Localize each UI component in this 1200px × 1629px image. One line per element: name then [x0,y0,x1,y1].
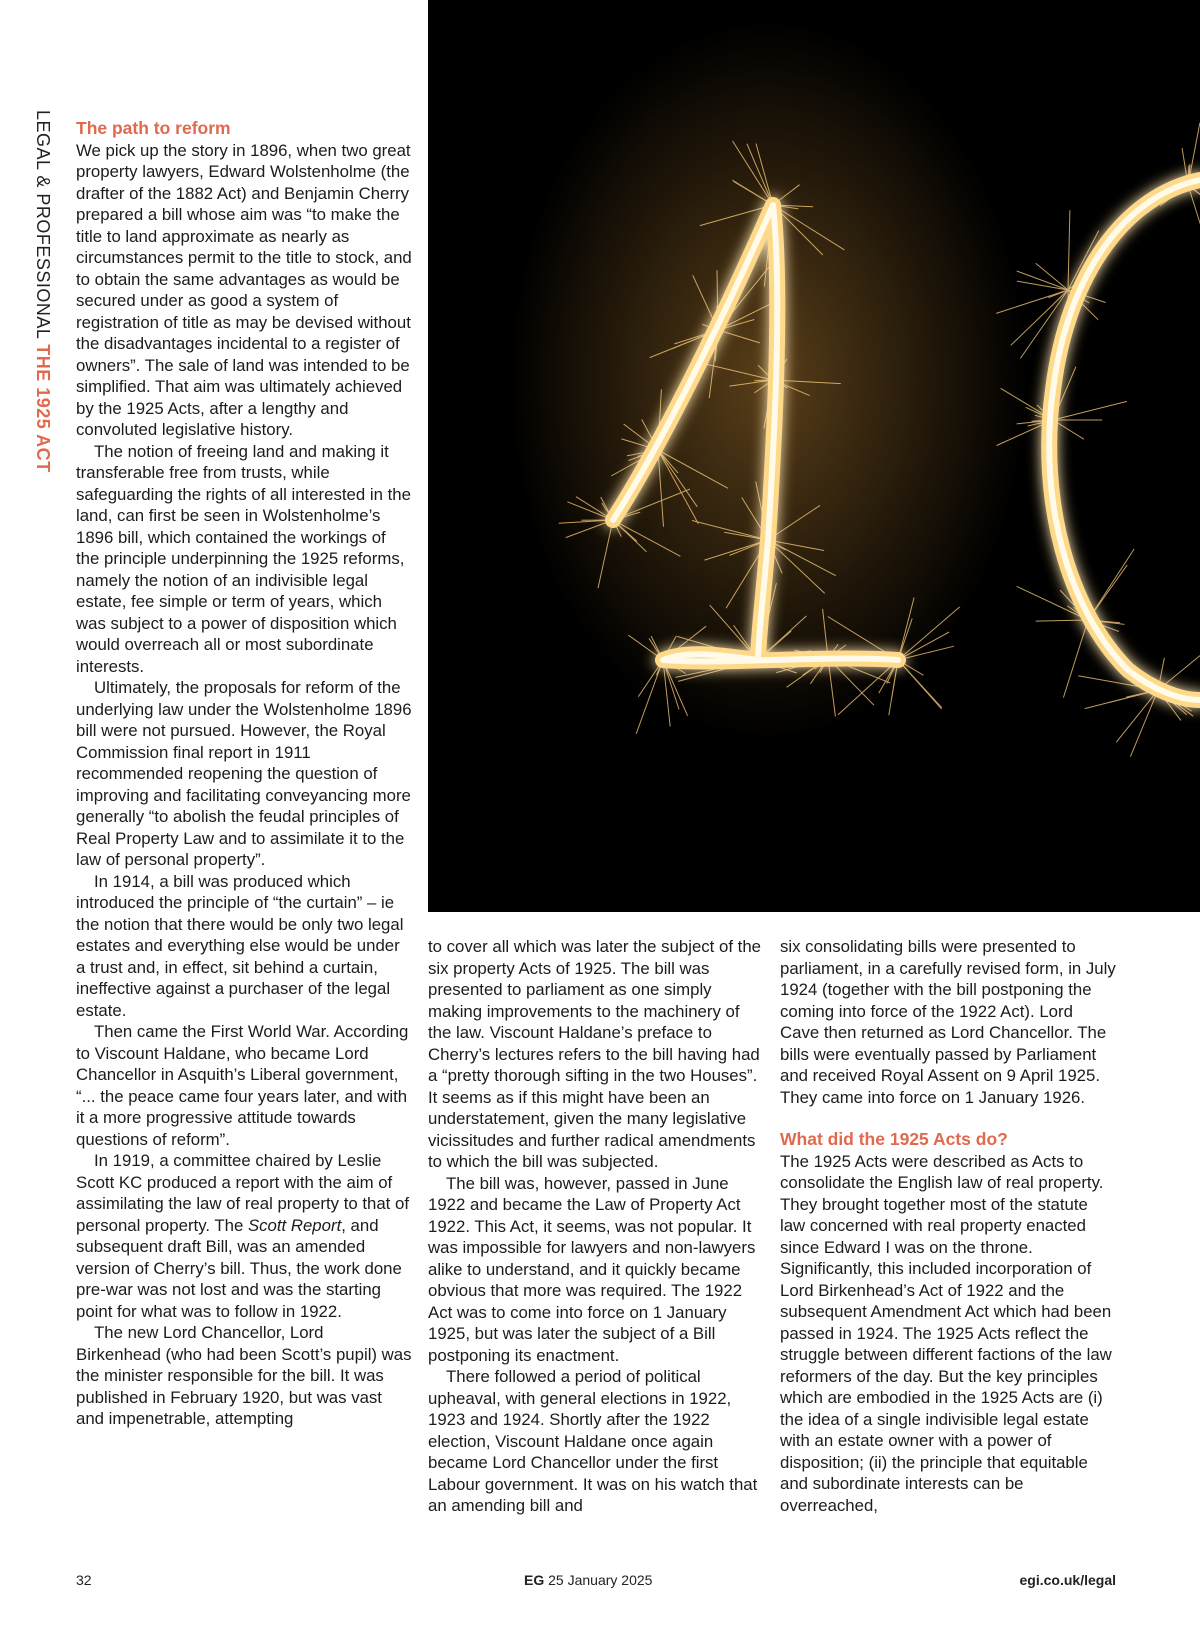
section-label-prefix: LEGAL & PROFESSIONAL [33,110,53,339]
site-link[interactable]: egi.co.uk/legal [1019,1572,1116,1588]
article-column-2 [428,936,764,1517]
page-footer [76,1572,1116,1594]
publication-date: EG 25 January 2025 [524,1572,653,1588]
section-label [25,110,55,530]
paragraph: In 1914, a bill was produced which introduced the principle of “the curtain” – ie the notion that there would be only two legal estates and everything else would be under a trust and, in effect, sit behind a curtain, ineffective against a purchaser of the legal estate. [76,871,404,1020]
article-column-1 [76,118,412,1430]
paragraph: The 1925 Acts were described as Acts to consolidate the English law of real property. They brought together most of the statute law concerned with real property enacted since Edward I was on the throne. Significantly, this included incorporation of Lord Birkenhead’s Act of 1922 and the subsequent Amendment Act which had been passed in 1924. The 1925 Acts reflect the struggle between different factions of the law reformers of the day. But the key principles which are embodied in the 1925 Acts are (i) the idea of a single indivisible legal estate with an estate owner with a power of disposition; (ii) the principle that equitable and subordinate interests can be overreached, [780,1151,1112,1515]
paragraph: In 1919, a committee chaired by Leslie Scott KC produced a report with the aim of assimilating the law of real property to that of personal property. The Scott Report, and subsequent draft Bill, was an amended version of Cherry’s bill. Thus, the work done pre-war was not lost and was the starting point for what was to follow in 1922. [76,1151,409,1321]
paragraph: The bill was, however, passed in June 1922 and became the Law of Property Act 1922. This Act, it seems, was not popular. It was impossible for lawyers and non-lawyers alike to understand, and it quickly became obvious that more was required. The 1922 Act was to come into force on 1 January 1925, but was later the subject of a Bill postponing its enactment. [428,1173,756,1365]
article-column-3 [780,936,1116,1516]
paragraph: Then came the First World War. According to Viscount Haldane, who became Lord Chancellor in Asquith’s Liberal government, “... the peace came four years later, and with it a more progressive attitude towards questions of reform”. [76,1022,409,1149]
paragraph: The notion of freeing land and making it transferable free from trusts, while safeguarding the rights of all interested in the land, can first be seen in Wolstenholme’s 1896 bill, which contained the workings of the principle underpinning the 1925 reforms, namely the notion of an indivisible legal estate, fee simple or term of years, which was subject to a power of disposition which would overreach all or most subordinate interests. [76,441,411,676]
heading-what-did-acts-do: What did the 1925 Acts do? [780,1129,1008,1149]
paragraph: There followed a period of political upheaval, with general elections in 1922, 1923 and 1924. Shortly after the 1922 election, Viscount Haldane once again became Lord Chancellor under the first Labour government. It was on his watch that an amending bill and [428,1367,758,1515]
paragraph: six consolidating bills were presented to parliament, in a carefully revised form, in July 1924 (together with the bill postponing the coming into force of the 1922 Act). Lord Cave then returned as Lord Chancellor. The bills were eventually passed by Parliament and received Royal Assent on 9 April 1925. They came into force on 1 January 1926. [780,937,1116,1107]
section-label-accent: THE 1925 ACT [33,344,53,473]
scott-report-italic: Scott Report [247,1215,342,1235]
publication-name: EG [524,1572,545,1588]
sparkler-hero-image [428,0,1200,912]
page-number: 32 [76,1572,92,1588]
paragraph: to cover all which was later the subject of the six property Acts of 1925. The bill was presented to parliament as one simply making improvements to the machinery of the law. Viscount Haldane’s preface to Cherry’s lectures refers to the bill having had a “pretty thorough sifting in the two Houses”. It seems as if this might have been an understatement, given the many legislative vicissitudes and further radical amendments to which the bill was subjected. [428,937,761,1171]
paragraph: Ultimately, the proposals for reform of the underlying law under the Wolstenholme 1896 bill were not pursued. However, the Royal Commission final report in 1911 recommended reopening the question of improving and facilitating conveyancing more generally “to abolish the feudal principles of Real Property Law and to assimilate it to the law of personal property”. [76,678,412,869]
sparkler-illustration [428,0,1200,912]
paragraph: We pick up the story in 1896, when two great property lawyers, Edward Wolstenholme (the drafter of the 1882 Act) and Benjamin Cherry prepared a bill whose aim was “to make the title to land approximate as nearly as circumstances permit to the title to stock, and to obtain the same advantages as would be secured under as good a system of registration of title as may be devised without the disadvantages incidental to a register of owners”. The sale of land was intended to be simplified. That aim was ultimately achieved by the 1925 Acts, after a lengthy and convoluted legislative history. [76,140,412,439]
paragraph: The new Lord Chancellor, Lord Birkenhead (who had been Scott’s pupil) was the minister responsible for the bill. It was published in February 1920, but was vast and impenetrable, attempting [76,1323,412,1428]
heading-path-to-reform: The path to reform [76,118,231,138]
